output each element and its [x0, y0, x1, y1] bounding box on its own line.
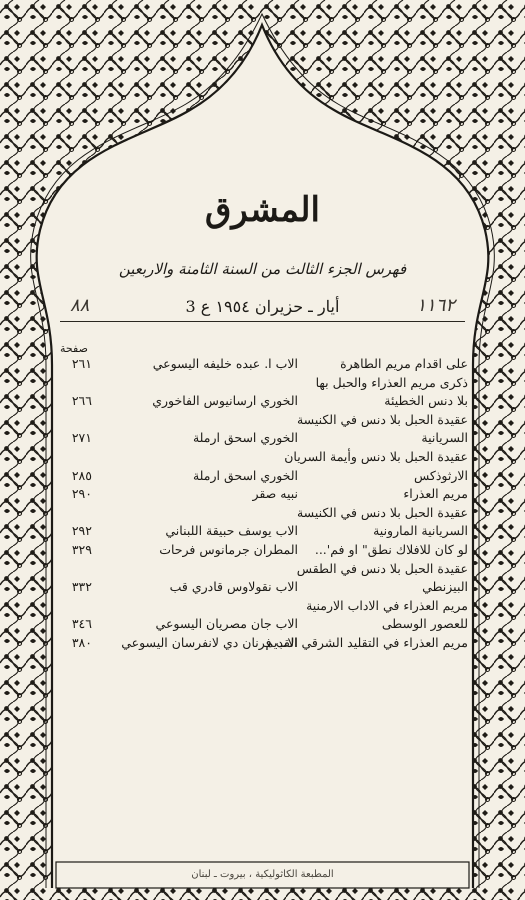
index-heading: فهرس الجزء الثالث من السنة الثامنة والاربعين — [118, 260, 407, 278]
toc-row — [58, 541, 468, 560]
toc-row — [58, 374, 468, 393]
journal-title: المشرق — [205, 190, 320, 230]
article-author: نبيه صقر — [252, 486, 298, 502]
page-number: ٢٩٠ — [71, 486, 92, 502]
article-title: للعصور الوسطى — [381, 616, 468, 632]
handwritten-note-left: ٨٨ — [70, 295, 90, 316]
article-author: الخوري اسحق ارملة — [192, 467, 298, 483]
article-title: لو كان للافلاك نطق" او فم'... — [314, 541, 468, 557]
article-title: البيزنطي — [422, 579, 468, 595]
page-number: ٣٢٩ — [71, 541, 92, 557]
toc-row — [58, 634, 468, 653]
issue-date: أيار ـ حزيران ١٩٥٤ ع 3 — [185, 297, 340, 316]
page-number: ٢٧١ — [71, 430, 92, 446]
toc-row — [58, 392, 468, 411]
article-title: الارثوذكس — [413, 467, 468, 483]
page-number: ٢٨٥ — [71, 467, 92, 483]
page-column-label: صفحة — [60, 342, 88, 355]
page-number: ٢٩٢ — [71, 523, 92, 539]
toc-row — [58, 411, 468, 430]
article-author: الاب نقولاوس قادري قب — [169, 579, 298, 595]
page-number: ٣٣٢ — [71, 579, 92, 595]
article-title: عقيدة الحبل بلا دنس في الكنيسة — [296, 411, 468, 427]
article-title: بلا دنس الخطيئة — [384, 393, 468, 409]
toc-row — [58, 429, 468, 448]
printer-colophon: المطبعة الكاثوليكية ، بيروت ـ لبنان — [191, 869, 334, 880]
page-number: ٢٦١ — [71, 356, 92, 371]
article-author: الاب جان مصريان اليسوعي — [155, 616, 298, 632]
article-author: الاب ا. عبده خليفه اليسوعي — [152, 356, 298, 371]
article-title: السريانية — [421, 430, 468, 446]
article-title: عقيدة الحبل بلا دنس في الكنيسة — [296, 504, 468, 520]
article-title: ذكرى مريم العذراء والحبل بها — [315, 374, 468, 390]
issue-line — [60, 295, 465, 322]
toc-row — [58, 560, 468, 579]
toc-row — [58, 485, 468, 504]
article-title: مريم العذراء في الاداب الارمنية — [306, 597, 468, 613]
toc-row — [58, 597, 468, 616]
page-number: ٢٦٦ — [71, 393, 92, 409]
table-of-contents — [58, 355, 468, 653]
toc-row — [58, 522, 468, 541]
article-title: مريم العذراء — [403, 486, 468, 502]
toc-row — [58, 504, 468, 523]
article-title: السريانية المارونية — [373, 523, 468, 539]
article-author: الخوري اسحق ارملة — [192, 430, 298, 446]
article-author: الاب فرنان دي لانفرسان اليسوعي — [121, 634, 298, 650]
toc-row — [58, 448, 468, 467]
article-author: الخوري ارسانيوس الفاخوري — [152, 393, 298, 409]
article-title: مريم العذراء في التقليد الشرقي القديم — [265, 634, 468, 650]
article-title: عقيدة الحبل بلا دنس في الطقس — [296, 560, 468, 576]
page-number: ٣٤٦ — [71, 616, 92, 632]
toc-row — [58, 355, 468, 374]
page-number: ٣٨٠ — [71, 634, 92, 650]
article-title: على اقدام مريم الطاهرة — [340, 356, 468, 371]
toc-row — [58, 615, 468, 634]
article-title: عقيدة الحبل بلا دنس وأيمة السريان — [284, 448, 468, 464]
article-author: المطران جرمانوس فرحات — [159, 541, 298, 557]
article-author: الاب يوسف حبيقة اللبناني — [165, 523, 298, 539]
handwritten-note-right: ١١٦٢ — [416, 295, 455, 316]
toc-row — [58, 467, 468, 486]
toc-row — [58, 578, 468, 597]
